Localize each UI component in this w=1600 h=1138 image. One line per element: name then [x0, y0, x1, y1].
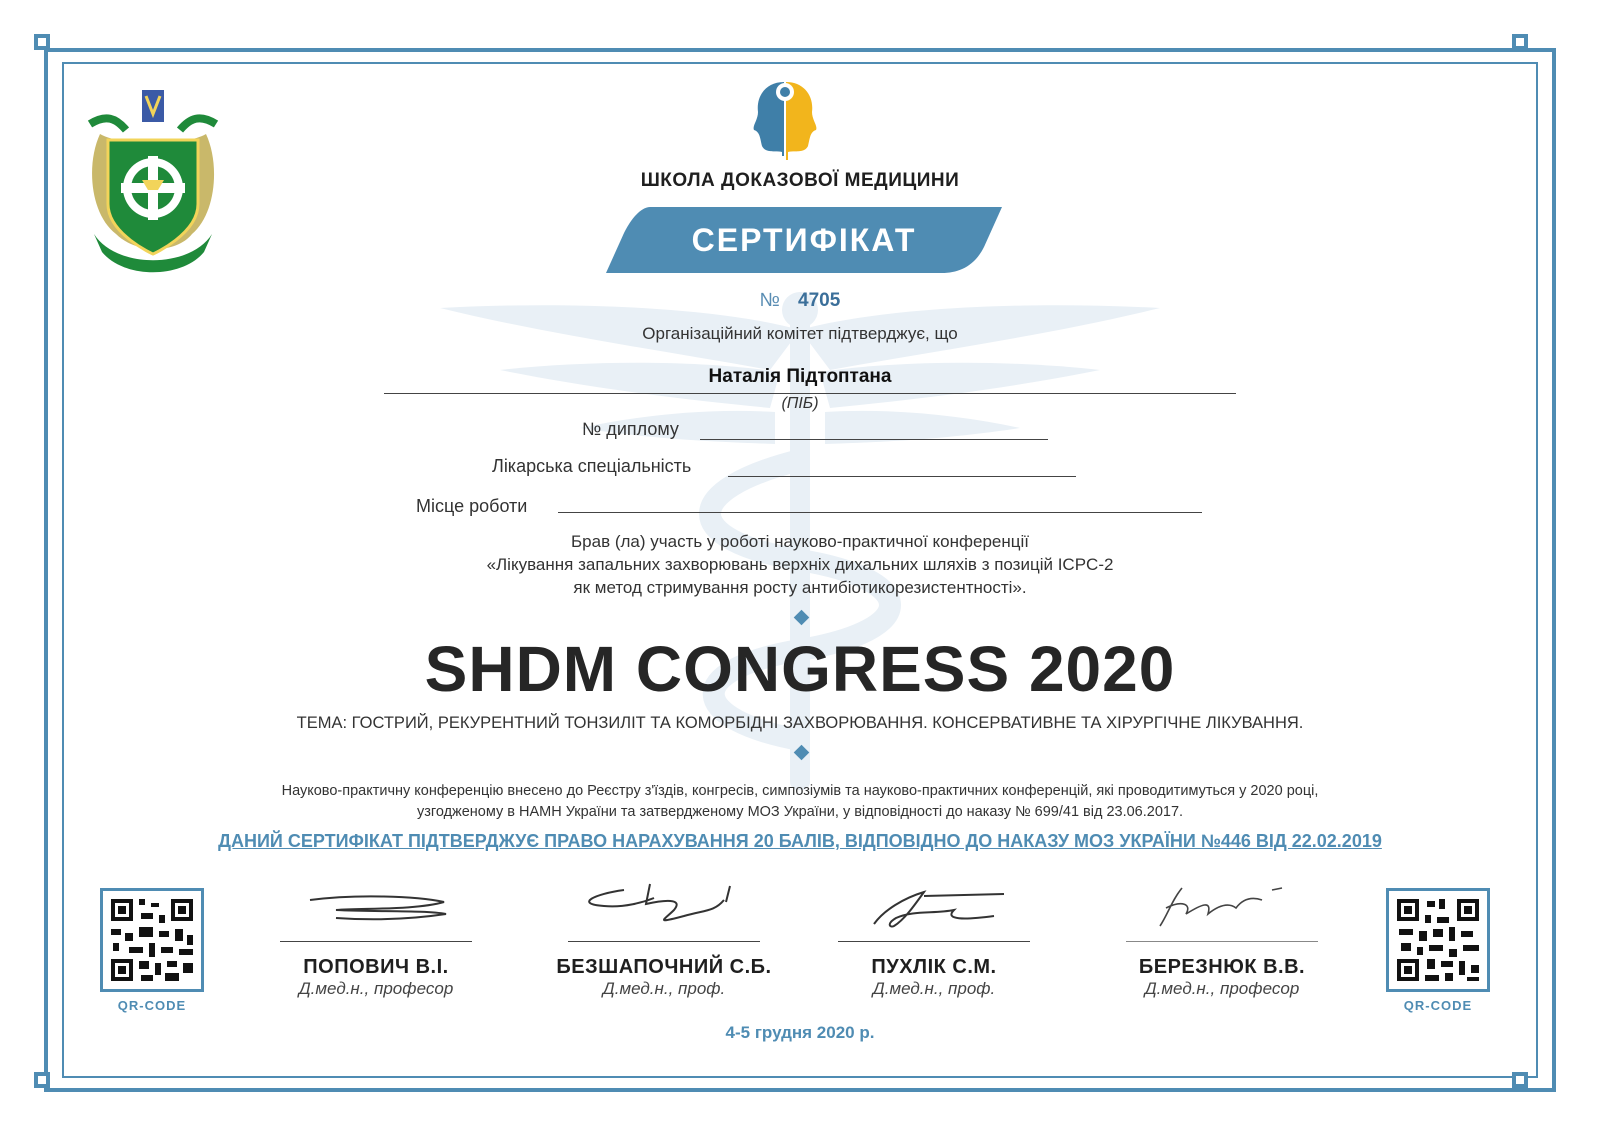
number-sign: №: [759, 290, 781, 311]
certificate-number: [0, 290, 1600, 312]
congress-theme: ТЕМА: ГОСТРИЙ, РЕКУРЕНТНИЙ ТОНЗИЛІТ ТА КОМОРБІДНІ ЗАХВОРЮВАННЯ. КОНСЕРВАТИВНЕ ТА ХІРУРГІЧНЕ ЛІКУВАННЯ.: [296, 714, 1304, 732]
registry-text: [0, 781, 1600, 823]
name-caption: (ПІБ): [781, 395, 819, 412]
workplace-label: Місце роботи: [416, 496, 528, 516]
qr-label-right: QR-CODE: [1403, 998, 1473, 1013]
person-name: Наталія Підтоптана: [708, 366, 892, 387]
signature-line: [1126, 941, 1318, 942]
qr-label-left: QR-CODE: [117, 998, 187, 1013]
event-dates: 4-5 грудня 2020 р.: [725, 1023, 875, 1042]
specialty-line: [728, 476, 1076, 477]
qr-code-icon: [1389, 891, 1487, 989]
participation-line: Брав (ла) участь у роботі науково-практичної конференції: [571, 532, 1029, 551]
corner-ornament: [1512, 34, 1528, 50]
signature-line: [568, 941, 760, 942]
registry-line: Науково-практичну конференцію внесено до Реєстру з'їздів, конгресів, симпозіумів та науково-практичних конференцій, які проводитимуться у 2020 році,: [281, 783, 1319, 799]
signatory-title: Д.мед.н., професор: [1144, 979, 1300, 998]
school-logo-icon: [750, 76, 820, 162]
rights-statement: ДАНИЙ СЕРТИФІКАТ ПІДТВЕРДЖУЄ ПРАВО НАРАХУВАННЯ 20 БАЛІВ, ВІДПОВІДНО ДО НАКАЗУ МОЗ УКРАЇНИ №446 ВІД 22.02.2019: [218, 831, 1382, 851]
handwritten-signature-icon: [834, 880, 1034, 936]
signatory-3: [834, 880, 1034, 999]
signatory-4: [1112, 880, 1332, 999]
corner-ornament: [1512, 1072, 1528, 1088]
signatory-title: Д.мед.н., проф.: [872, 979, 996, 998]
participation-line: «Лікування запальних захворювань верхніх дихальних шляхів з позицій ICPC-2: [486, 555, 1114, 574]
signatory-name: ПОПОВИЧ В.І.: [303, 956, 449, 978]
registry-line: узгодженому в НАМН України та затвердженому МОЗ України, у відповідності до наказу № 699/41 від 23.06.2017.: [416, 804, 1184, 820]
qr-code-right[interactable]: [1386, 888, 1490, 992]
school-name: ШКОЛА ДОКАЗОВОЇ МЕДИЦИНИ: [640, 170, 960, 191]
diploma-label: № диплому: [582, 419, 679, 439]
diploma-line: [700, 439, 1048, 440]
signatory-1: [276, 880, 476, 999]
signatory-name: БЕРЕЗНЮК В.В.: [1138, 956, 1306, 978]
signatory-title: Д.мед.н., проф.: [602, 979, 726, 998]
signatory-title: Д.мед.н., професор: [298, 979, 454, 998]
corner-ornament: [34, 1072, 50, 1088]
participation-line: як метод стримування росту антибіотикорезистентності».: [573, 578, 1027, 597]
qr-code-left[interactable]: [100, 888, 204, 992]
confirmation-text: Організаційний комітет підтверджує, що: [642, 324, 958, 343]
signature-line: [838, 941, 1030, 942]
signature-line: [280, 941, 472, 942]
specialty-label: Лікарська спеціальність: [492, 456, 692, 476]
participation-text: [0, 530, 1600, 599]
corner-ornament: [34, 34, 50, 50]
handwritten-signature-icon: [1112, 880, 1332, 936]
congress-title: SHDM CONGRESS 2020: [424, 633, 1176, 705]
signatory-name: ПУХЛІК С.М.: [871, 956, 997, 978]
number-value: 4705: [798, 290, 841, 311]
name-underline: [384, 393, 1236, 394]
workplace-line: [558, 512, 1202, 513]
signatory-name: БЕЗШАПОЧНИЙ С.Б.: [556, 956, 772, 978]
handwritten-signature-icon: [534, 880, 794, 936]
handwritten-signature-icon: [276, 880, 476, 936]
certificate-title: СЕРТИФІКАТ: [691, 222, 917, 258]
qr-code-icon: [103, 891, 201, 989]
signatory-2: [534, 880, 794, 999]
